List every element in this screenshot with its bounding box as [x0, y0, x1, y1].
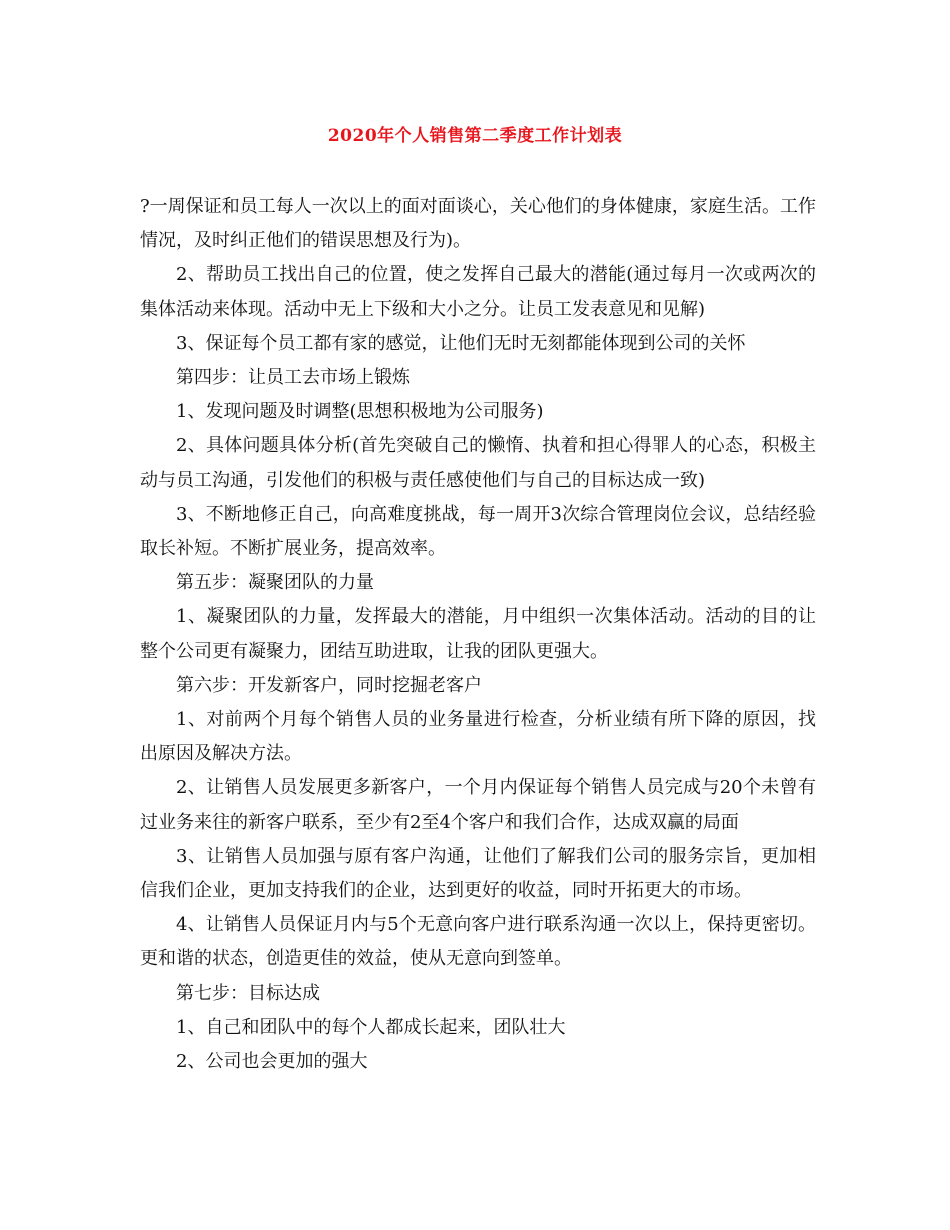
step-heading: 第六步：开发新客户，同时挖掘老客户 [176, 674, 482, 696]
step-heading: 第四步：让员工去市场上锻炼 [176, 367, 410, 389]
paragraph: 3、让销售人员加强与原有客户沟通，让他们了解我们公司的服务宗旨，更加相信我们企业，更加支持我们的企业，达到更好的收益，同时开拓更大的市场。 [140, 845, 816, 902]
paragraph: 4、让销售人员保证月内与5个无意向客户进行联系沟通一次以上，保持更密切。更和谐的状态，创造更佳的效益，使从无意向到签单。 [140, 914, 816, 970]
paragraph: 2、公司也会更加的强大 [176, 1051, 368, 1073]
paragraph: 1、发现问题及时调整(思想积极地为公司服务) [176, 401, 544, 423]
paragraph: 1、凝聚团队的力量，发挥最大的潜能，月中组织一次集体活动。活动的目的让整个公司更有凝聚力，团结互助进取，让我的团队更强大。 [140, 606, 816, 662]
paragraph: 1、自己和团队中的每个人都成长起来，团队壮大 [176, 1016, 566, 1038]
document-title: 2020年个人销售第二季度工作计划表 [327, 126, 623, 146]
paragraph: 3、保证每个员工都有家的感觉，让他们无时无刻都能体现到公司的关怀 [176, 332, 746, 354]
paragraph: 1、对前两个月每个销售人员的业务量进行检查，分析业绩有所下降的原因，找出原因及解决方法。 [140, 709, 816, 765]
paragraph: ?一周保证和员工每人一次以上的面对面谈心，关心他们的身体健康，家庭生活。工作情况，及时纠正他们的错误思想及行为)。 [140, 196, 816, 252]
paragraph: 2、具体问题具体分析(首先突破自己的懒惰、执着和担心得罪人的心态，积极主动与员工沟通，引发他们的积极与责任感使他们与自己的目标达成一致) [140, 435, 816, 491]
paragraph: 2、让销售人员发展更多新客户，一个月内保证每个销售人员完成与20个未曾有过业务来往的新客户联系，至少有2至4个客户和我们合作，达成双赢的局面 [140, 777, 816, 833]
step-heading: 第七步：目标达成 [176, 982, 320, 1004]
step-heading: 第五步：凝聚团队的力量 [176, 572, 374, 594]
document-body [140, 190, 816, 1079]
paragraph: 2、帮助员工找出自己的位置，使之发挥自己最大的潜能(通过每月一次或两次的集体活动来体现。活动中无上下级和大小之分。让员工发表意见和见解) [140, 264, 816, 320]
paragraph: 3、不断地修正自己，向高难度挑战，每一周开3次综合管理岗位会议，总结经验取长补短。不断扩展业务，提高效率。 [140, 503, 816, 560]
